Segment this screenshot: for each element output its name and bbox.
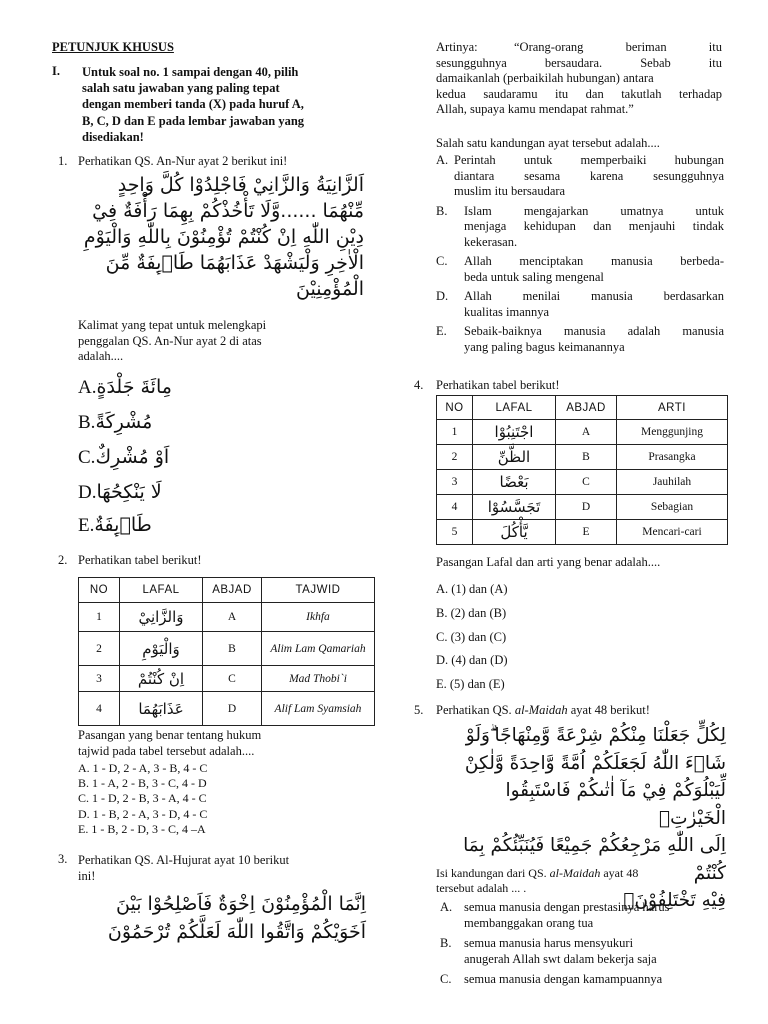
q3-option-a[interactable] — [436, 153, 724, 200]
q3-arabic-verse — [76, 890, 366, 946]
cell-no: 3 — [79, 666, 120, 692]
q2-text: Perhatikan tabel berikut! — [78, 553, 202, 567]
table-row — [437, 520, 728, 545]
option-line: Sebaik-baiknya manusia adalah manusia — [464, 324, 724, 338]
option-arabic: مُشْرِكَةً — [95, 411, 153, 433]
q3-option-c[interactable] — [436, 254, 724, 285]
q1-option-e[interactable] — [78, 514, 152, 537]
q1-arabic-verse — [74, 172, 364, 302]
option-text — [436, 900, 732, 931]
option-line: Perintah untuk memperbaiki hubungan — [454, 153, 724, 167]
col-header: LAFAL — [473, 396, 556, 420]
cell-abjad: A — [203, 603, 262, 632]
q4-number: 4. — [414, 378, 424, 392]
table-row — [79, 692, 375, 726]
cell-tajwid: Mad Thobi`i — [262, 666, 375, 692]
cell-no: 2 — [79, 632, 120, 666]
instruction-line: Untuk soal no. 1 sampai dengan 40, pilih — [82, 65, 299, 79]
cell-no: 1 — [437, 420, 473, 445]
col-header: NO — [437, 396, 473, 420]
q3-text — [78, 852, 368, 884]
table-row — [437, 445, 728, 470]
option-text — [436, 324, 724, 355]
section-heading: PETUNJUK KHUSUS — [52, 40, 174, 54]
cell-lafal: اجْتَنِبُوْا — [473, 420, 556, 445]
cell-no: 4 — [79, 692, 120, 726]
q1-option-c[interactable] — [78, 446, 169, 469]
option-letter: C. — [440, 972, 452, 986]
q3-stem: Salah satu kandungan ayat tersebut adalah.... — [436, 136, 660, 150]
option-letter: D. — [436, 289, 449, 303]
cell-arti: Jauhilah — [617, 470, 728, 495]
option-line: membanggakan orang tua — [464, 915, 594, 930]
option-letter: A. — [436, 153, 449, 167]
option-line: diantara sesama karena sesungguhnya — [454, 168, 724, 183]
q4-options — [436, 578, 508, 697]
q2-option-e[interactable]: E. 1 - B, 2 - D, 3 - C, 4 –A — [78, 821, 206, 836]
q2-number: 2. — [58, 553, 68, 567]
q3-options — [436, 153, 724, 355]
option-letter: E. — [78, 515, 95, 536]
q5-stem — [436, 866, 638, 895]
q4-option-e[interactable]: E. (5) dan (E) — [436, 677, 505, 692]
text-line: Perhatikan QS. Al-Hujurat ayat 10 berikut — [78, 853, 290, 867]
option-text — [436, 254, 724, 285]
translation-line: Allah, supaya kamu mendapat rahmat.” — [436, 102, 634, 116]
q2-option-d[interactable]: D. 1 - B, 2 - A, 3 - D, 4 - C — [78, 806, 208, 821]
table-row — [79, 666, 375, 692]
option-line: Islam mengajarkan umatnya untuk — [464, 203, 724, 218]
option-letter: C. — [78, 447, 96, 468]
translation-line: “Orang-orang beriman itu — [514, 40, 722, 54]
instruction-block — [82, 64, 382, 145]
surah-name: al-Maidah — [549, 866, 601, 880]
option-line: Allah menciptakan manusia berbeda- — [464, 254, 724, 268]
table-header-row — [437, 396, 728, 420]
instruction-line: salah satu jawaban yang paling tepat — [82, 81, 280, 96]
q1-text: Perhatikan QS. An-Nur ayat 2 berikut ini! — [78, 154, 288, 168]
table-row — [437, 470, 728, 495]
q5-option-b[interactable] — [436, 936, 732, 967]
cell-abjad: D — [556, 495, 617, 520]
option-line: semua manusia dengan prestasinya harus — [464, 900, 670, 914]
text-line: ini! — [78, 869, 96, 883]
text-part: Isi kandungan dari QS. — [436, 866, 550, 880]
cell-tajwid: Alif Lam Syamsiah — [262, 692, 375, 726]
arabic-line: الْاٰخِرِ وَلْيَشْهَدْ عَذَابَهُمَا طَاۤىِٕفَةٌ مِّنَ — [105, 252, 364, 274]
stem-line: tersebut adalah ... . — [436, 880, 527, 895]
cell-abjad: A — [556, 420, 617, 445]
q1-option-b[interactable] — [78, 411, 152, 434]
q1-number: 1. — [58, 154, 68, 168]
instruction-line: dengan memberi tanda (X) pada huruf A, — [82, 97, 304, 112]
cell-abjad: D — [203, 692, 262, 726]
cell-lafal: وَالْيَوْمِ — [120, 632, 203, 666]
q2-option-a[interactable]: A. 1 - D, 2 - A, 3 - B, 4 - C — [78, 761, 208, 775]
q2-options — [78, 761, 207, 837]
q5-option-c[interactable] — [436, 972, 732, 988]
arabic-line: شَاۤءَ اللّٰهُ لَجَعَلَكُمْ اُمَّةً وَّاحِدَةً وَّلٰكِنْ — [464, 752, 726, 774]
col-header: LAFAL — [120, 578, 203, 603]
option-line: yang paling bagus keimanannya — [464, 339, 625, 354]
option-letter: B. — [78, 412, 96, 433]
arabic-line: لِكُلٍّ جَعَلْنَا مِنْكُمْ شِرْعَةً وَّمِنْهَاجًا ۗوَلَوْ — [465, 725, 726, 746]
q2-option-c[interactable]: C. 1 - D, 2 - B, 3 - A, 4 - C — [78, 791, 207, 806]
arabic-line: مِّنْهُمَا ......وَّلَا تَأْخُذْكُمْ بِهِمَا رَأْفَةٌ فِيْ — [92, 200, 364, 222]
col-header: ARTI — [617, 396, 728, 420]
option-text — [436, 289, 724, 320]
option-arabic: طَاۤىِٕفَةٌ — [94, 514, 152, 536]
instruction-number: I. — [52, 64, 60, 78]
cell-lafal: عَذَابَهُمَا — [120, 692, 203, 726]
stem-line: adalah.... — [78, 349, 124, 363]
arabic-line: دِيْنِ اللّٰهِ اِنْ كُنْتُمْ تُؤْمِنُوْنَ بِاللّٰهِ وَالْيَوْمِ — [83, 226, 364, 248]
arabic-line: اِلَى اللّٰهِ مَرْجِعُكُمْ جَمِيْعًا فَيُنَبِّئُكُمْ بِمَا كُنْتُمْ — [463, 835, 726, 884]
q1-option-d[interactable] — [78, 481, 162, 504]
cell-abjad: C — [556, 470, 617, 495]
text-part: ayat 48 berikut! — [567, 703, 650, 717]
cell-arti: Sebagian — [617, 495, 728, 520]
arabic-line: الْمُؤْمِنِيْنَ — [296, 278, 364, 300]
q3-option-d[interactable] — [436, 289, 724, 320]
col-header: TAJWID — [262, 578, 375, 603]
q4-option-a[interactable]: A. (1) dan (A) — [436, 582, 508, 596]
stem-line — [436, 866, 638, 881]
cell-abjad: B — [556, 445, 617, 470]
cell-no: 2 — [437, 445, 473, 470]
q4-option-d[interactable]: D. (4) dan (D) — [436, 653, 508, 668]
q2-table — [78, 577, 375, 726]
stem-line: Pasangan yang benar tentang hukum — [78, 728, 262, 742]
cell-no: 1 — [79, 603, 120, 632]
translation-line: kedua saudaramu itu dan takutlah terhadap — [436, 86, 722, 101]
instruction-line: disediakan! — [82, 129, 144, 144]
text-part: ayat 48 — [600, 866, 639, 880]
arabic-line: لِّيَبْلُوَكُمْ فِيْ مَآ اٰتٰىكُمْ فَاسْتَبِقُوا الْخَيْرٰتِۗ — [505, 780, 726, 829]
arabic-line: فِيْهِ تَخْتَلِفُوْنَۙ — [623, 890, 726, 911]
artinya-label: Artinya: — [436, 40, 478, 54]
translation-line: sesungguhnya bersaudara. Sebab itu — [436, 55, 722, 70]
option-text — [436, 936, 732, 967]
cell-arti: Prasangka — [617, 445, 728, 470]
cell-arti: Mencari-cari — [617, 520, 728, 545]
arabic-line: اَخَوَيْكُمْ وَاتَّقُوا اللّٰهَ لَعَلَّكُمْ تُرْحَمُوْنَ — [107, 921, 366, 943]
cell-lafal: وَالزَّانِيْ — [120, 603, 203, 632]
cell-lafal: يَّأْكُلَ — [473, 520, 556, 545]
option-letter: A. — [440, 900, 453, 914]
surah-name: al-Maidah — [514, 703, 568, 717]
option-line: semua manusia dengan kamampuannya — [464, 972, 663, 986]
option-letter: C. — [436, 254, 448, 268]
table-row — [437, 495, 728, 520]
arabic-line: اَلزَّانِيَةُ وَالزَّانِيْ فَاجْلِدُوْا كُلَّ وَاحِدٍ — [117, 174, 364, 196]
cell-no: 4 — [437, 495, 473, 520]
option-line: muslim itu bersaudara — [454, 184, 566, 198]
cell-lafal: بَعْضًا — [473, 470, 556, 495]
instruction-line: B, C, D dan E pada lembar jawaban yang — [82, 113, 305, 128]
cell-lafal: تَجَسَّسُوْا — [473, 495, 556, 520]
translation-line: damaikanlah (perbaikilah hubungan) antara — [436, 71, 654, 85]
q5-number: 5. — [414, 703, 424, 717]
q1-stem — [78, 318, 362, 365]
option-line: Allah menilai manusia berdasarkan — [464, 289, 724, 303]
q3-option-b[interactable] — [436, 204, 724, 251]
cell-no: 3 — [437, 470, 473, 495]
option-letter: B. — [436, 203, 448, 218]
option-text — [436, 204, 724, 251]
option-arabic: مِائَةَ جَلْدَةٍ — [96, 376, 172, 398]
col-header: ABJAD — [203, 578, 262, 603]
option-line: menjaga kehidupan dan menjauhi tindak — [464, 219, 724, 233]
option-line: kualitas imannya — [464, 304, 550, 319]
q3-option-e[interactable] — [436, 324, 724, 355]
q5-text — [436, 703, 650, 718]
stem-line: tajwid pada tabel tersebut adalah.... — [78, 743, 255, 758]
col-header: NO — [79, 578, 120, 603]
q4-option-c[interactable]: C. (3) dan (C) — [436, 629, 507, 644]
q5-options — [436, 900, 732, 988]
option-letter: D. — [78, 482, 97, 503]
cell-lafal: اِنْ كُنْتُمْ — [120, 666, 203, 692]
q4-stem: Pasangan Lafal dan arti yang benar adalah.... — [436, 555, 661, 569]
q4-table — [436, 395, 728, 545]
option-arabic: لَا يَنْكِحُهَا — [96, 481, 162, 503]
stem-line: penggalan QS. An-Nur ayat 2 di atas — [78, 333, 262, 348]
option-letter: A. — [78, 377, 97, 398]
table-row — [79, 632, 375, 666]
option-line: semua manusia harus mensyukuri — [464, 936, 634, 950]
q4-text: Perhatikan tabel berikut! — [436, 378, 560, 392]
option-line: anugerah Allah swt dalam bekerja saja — [464, 951, 657, 966]
q1-option-a[interactable] — [78, 376, 172, 399]
option-letter: E. — [436, 324, 447, 338]
cell-tajwid: Ikhfa — [262, 603, 375, 632]
option-arabic: اَوْ مُشْرِكٌ — [95, 446, 170, 468]
q2-option-b[interactable]: B. 1 - A, 2 - B, 3 - C, 4 - D — [78, 776, 207, 791]
arabic-line: اِنَّمَا الْمُؤْمِنُوْنَ اِخْوَةٌ فَاَصْلِحُوْا بَيْنَ — [116, 893, 366, 915]
table-row — [79, 603, 375, 632]
q5-option-a[interactable] — [436, 900, 732, 931]
col-header: ABJAD — [556, 396, 617, 420]
q3-number: 3. — [58, 852, 68, 866]
stem-line: Kalimat yang tepat untuk melengkapi — [78, 318, 267, 332]
q2-stem — [78, 728, 362, 759]
cell-abjad: B — [203, 632, 262, 666]
cell-arti: Menggunjing — [617, 420, 728, 445]
artinya-translation — [436, 40, 722, 118]
cell-lafal: الظَّنِّ — [473, 445, 556, 470]
cell-no: 5 — [437, 520, 473, 545]
q4-option-b[interactable]: B. (2) dan (B) — [436, 605, 507, 620]
cell-tajwid: Alim Lam Qamariah — [262, 632, 375, 666]
cell-abjad: C — [203, 666, 262, 692]
table-header-row — [79, 578, 375, 603]
option-letter: B. — [440, 936, 452, 950]
option-text — [436, 972, 732, 988]
option-line: beda untuk saling mengenal — [464, 269, 604, 284]
text-part: Perhatikan QS. — [436, 703, 515, 717]
option-text — [436, 153, 724, 200]
table-row — [437, 420, 728, 445]
cell-abjad: E — [556, 520, 617, 545]
option-line: kekerasan. — [464, 234, 518, 249]
